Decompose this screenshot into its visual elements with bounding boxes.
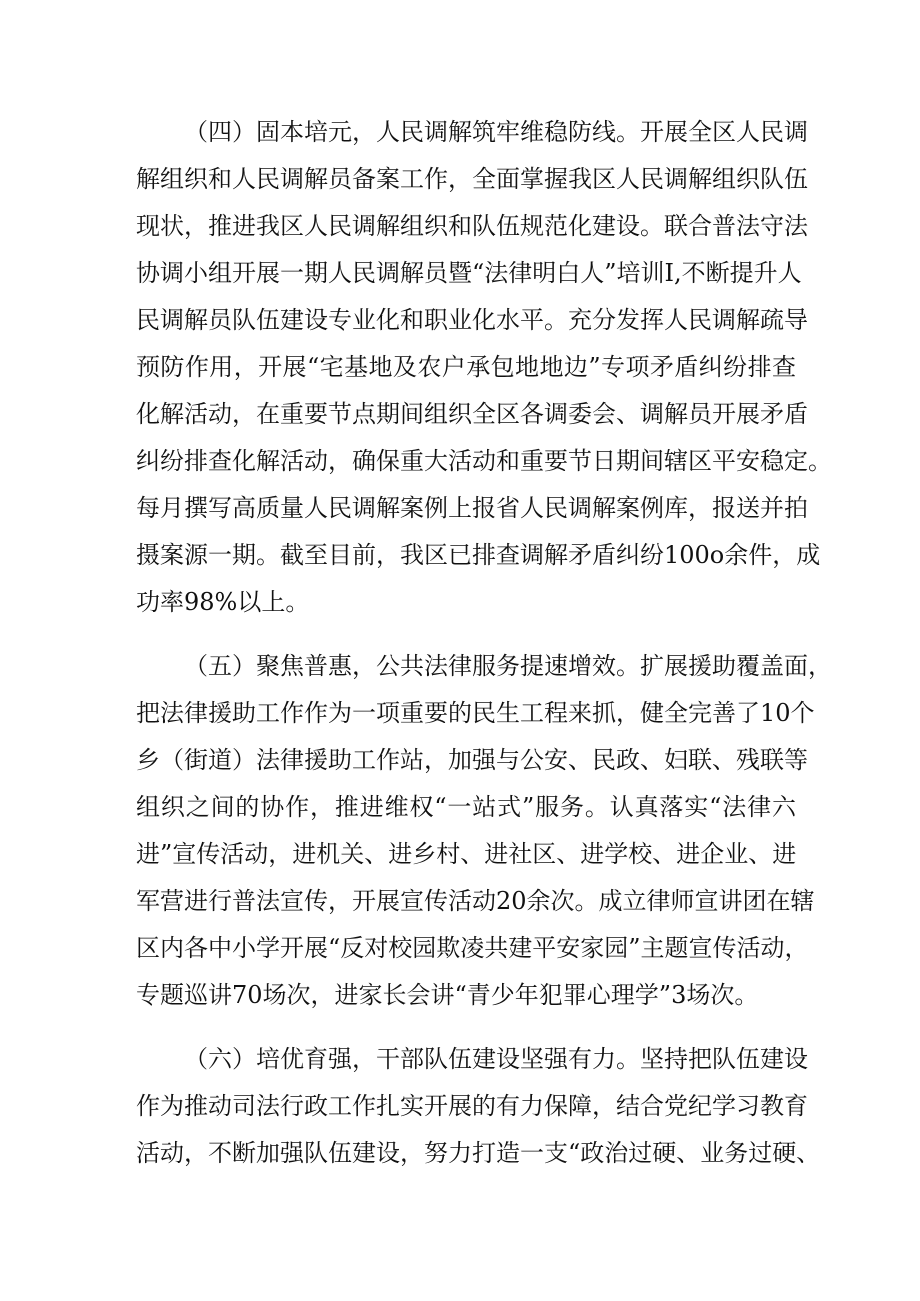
text-line: 乡（街道）法律援助工作站，加强与公安、民政、妇联、残联等 (136, 746, 808, 774)
text-line: 民调解员队伍建设专业化和职业化水平。充分发挥人民调解疏导 (136, 306, 808, 334)
text-line: 功率98%以上。 (136, 588, 310, 616)
text-line: 纠纷排查化解活动，确保重大活动和重要节日期间辖区平安稳定。 (136, 447, 832, 475)
text-line: 解组织和人民调解员备案工作，全面掌握我区人民调解组织队伍 (136, 165, 808, 193)
text-line: 把法律援助工作作为一项重要的民生工程来抓，健全完善了10个 (136, 699, 815, 727)
text-line: 作为推动司法行政工作扎实开展的有力保障，结合党纪学习教育 (136, 1092, 808, 1120)
text-line: 每月撰写高质量人民调解案例上报省人民调解案例库，报送并拍 (136, 494, 808, 522)
text-line: 组织之间的协作，推进维权“一站式”服务。认真落实“法律六 (136, 793, 796, 821)
text-line: （四）固本培元，人民调解筑牢维稳防线。开展全区人民调 (184, 118, 808, 146)
text-line: 摄案源一期。截至目前，我区已排查调解矛盾纠纷100o余件，成 (136, 541, 821, 569)
text-line: 协调小组开展一期人民调解员暨“法律明白人”培训I,不断提升人 (136, 259, 802, 287)
text-line: （六）培优育强，干部队伍建设坚强有力。坚持把队伍建设 (184, 1045, 808, 1073)
text-line: 现状，推进我区人民调解组织和队伍规范化建设。联合普法守法 (136, 212, 808, 240)
text-line: 军营进行普法宣传，开展宣传活动20余次。成立律师宣讲团在辖 (136, 887, 815, 915)
text-line: 预防作用，开展“宅基地及农户承包地地边”专项矛盾纠纷排查 (136, 353, 796, 381)
text-line: 化解活动，在重要节点期间组织全区各调委会、调解员开展矛盾 (136, 400, 808, 428)
text-line: 活动，不断加强队伍建设，努力打造一支“政治过硬、业务过硬、 (136, 1139, 821, 1167)
text-line: 区内各中小学开展“反对校园欺凌共建平安家园”主题宣传活动， (136, 934, 809, 962)
text-line: 进”宣传活动，进机关、进乡村、进社区、进学校、进企业、进 (136, 840, 797, 868)
text-line: 专题巡讲70场次，进家长会讲“青少年犯罪心理学”3场次。 (136, 981, 759, 1009)
text-line: （五）聚焦普惠，公共法律服务提速增效。扩展援助覆盖面， (184, 652, 832, 680)
